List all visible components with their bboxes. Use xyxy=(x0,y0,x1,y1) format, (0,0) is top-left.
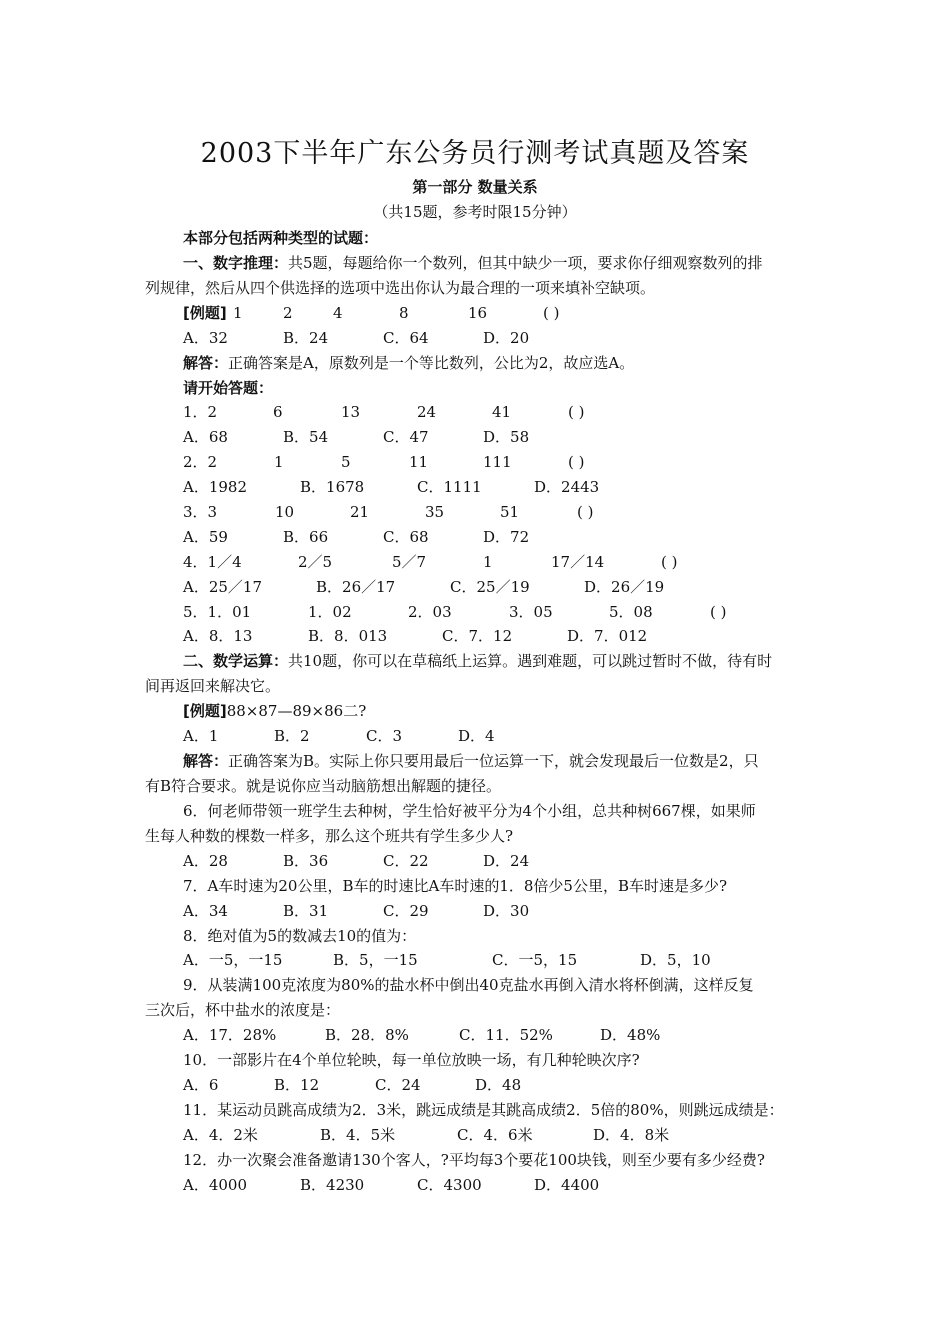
q7-option-b: B．31 xyxy=(283,902,329,920)
option-c: C．3 xyxy=(366,727,403,745)
q10-text: 10．一部影片在4个单位轮映，每一单位放映一场，有几种轮映次序? xyxy=(183,1051,640,1069)
q8-option-d: D．5，10 xyxy=(640,951,711,969)
q4-option-d: D．26／19 xyxy=(584,578,665,596)
start-prompt: 请开始答题： xyxy=(183,379,274,397)
q9-option-d: D．48% xyxy=(600,1026,661,1044)
answer-text: 正确答案为B。实际上你只要用最后一位运算一下，就会发现最后一位数是2，只 xyxy=(228,752,759,770)
q2-option-d: D．2443 xyxy=(534,478,600,496)
document-title: 2003下半年广东公务员行测考试真题及答案 xyxy=(200,138,750,169)
example-label: [例题] xyxy=(183,702,227,720)
section2-paragraph-line2: 间再返回来解决它。 xyxy=(145,677,281,695)
q5-blank: ( ) xyxy=(710,603,727,621)
q8-option-a: A．一5，一15 xyxy=(183,951,283,969)
q4-term: 4．1／4 xyxy=(183,553,242,571)
q11-option-c: C．4．6米 xyxy=(457,1126,533,1144)
q1-option-a: A．68 xyxy=(183,428,228,446)
q2-term: 11 xyxy=(409,453,429,471)
q1-term: 13 xyxy=(341,403,361,421)
sequence-term: 2 xyxy=(283,304,293,322)
q7-text: 7．A车时速为20公里，B车的时速比A车时速的1．8倍少5公里，B车时速是多少? xyxy=(183,877,728,895)
q3-option-d: D．72 xyxy=(483,528,530,546)
section1-paragraph-line2: 列规律，然后从四个供选择的选项中选出你认为最合理的一项来填补空缺项。 xyxy=(145,279,656,297)
q3-term: 3．3 xyxy=(183,503,218,521)
q6-option-b: B．36 xyxy=(283,852,329,870)
example1-answer xyxy=(183,353,634,373)
option-c: C．64 xyxy=(383,329,429,347)
q9-option-a: A．17．28% xyxy=(183,1026,277,1044)
q6-text-line1: 6．何老师带领一班学生去种树，学生恰好被平分为4个小组，总共种树667棵，如果师 xyxy=(183,802,756,820)
q6-option-d: D．24 xyxy=(483,852,530,870)
q9-text-line2: 三次后，杯中盐水的浓度是： xyxy=(145,1001,341,1019)
q2-term: 111 xyxy=(483,453,512,471)
q2-term: 5 xyxy=(341,453,351,471)
q12-option-b: B．4230 xyxy=(300,1176,365,1194)
q2-term: 1 xyxy=(274,453,284,471)
q3-term: 10 xyxy=(275,503,295,521)
example2-answer-line2: 有B符合要求。就是说你应当动脑筋想出解题的捷径。 xyxy=(145,777,502,795)
q3-blank: ( ) xyxy=(577,503,594,521)
q5-option-c: C．7．12 xyxy=(442,627,513,645)
q4-blank: ( ) xyxy=(661,553,678,571)
q5-option-b: B．8．013 xyxy=(308,627,388,645)
q6-text-line2: 生每人种数的棵数一样多，那么这个班共有学生多少人? xyxy=(145,827,514,845)
q12-option-c: C．4300 xyxy=(417,1176,482,1194)
q5-term: 5．08 xyxy=(609,603,653,621)
q8-option-b: B．5，一15 xyxy=(333,951,418,969)
section1-text: 共5题，每题给你一个数列，但其中缺少一项，要求你仔细观察数列的排 xyxy=(288,254,763,272)
answer-label: 解答： xyxy=(183,752,229,770)
q3-option-c: C．68 xyxy=(383,528,429,546)
q11-option-a: A．4．2米 xyxy=(183,1126,258,1144)
option-a: A．1 xyxy=(183,727,219,745)
q12-text: 12．办一次聚会准备邀请130个客人，?平均每3个要花100块钱，则至少要有多少经费? xyxy=(183,1151,765,1169)
answer-label: 解答： xyxy=(183,354,229,372)
q8-text: 8．绝对值为5的数减去10的值为： xyxy=(183,927,417,945)
q3-term: 51 xyxy=(500,503,520,521)
q3-term: 21 xyxy=(350,503,370,521)
example2-expression: 88×87—89×86二? xyxy=(226,702,367,720)
q7-option-c: C．29 xyxy=(383,902,429,920)
q1-option-c: C．47 xyxy=(383,428,429,446)
q1-term: 41 xyxy=(492,403,512,421)
part-heading: 第一部分 数量关系 xyxy=(412,178,538,196)
q9-option-b: B．28．8% xyxy=(325,1026,409,1044)
q6-option-a: A．28 xyxy=(183,852,228,870)
q11-option-b: B．4．5米 xyxy=(320,1126,396,1144)
q4-term: 5／7 xyxy=(392,553,427,571)
q9-text-line1: 9．从装满100克浓度为80%的盐水杯中倒出40克盐水再倒入清水将杯倒满，这样反复 xyxy=(183,976,754,994)
option-b: B．2 xyxy=(274,727,310,745)
q1-option-b: B．54 xyxy=(283,428,329,446)
q4-option-a: A．25／17 xyxy=(183,578,263,596)
section1-label: 一、数字推理： xyxy=(183,254,289,272)
q3-option-a: A．59 xyxy=(183,528,228,546)
sequence-term: 4 xyxy=(333,304,343,322)
q4-option-b: B．26／17 xyxy=(316,578,396,596)
q4-term: 17／14 xyxy=(551,553,605,571)
q11-text: 11．某运动员跳高成绩为2．3米，跳远成绩是其跳高成绩2．5倍的80%，则跳远成绩是： xyxy=(183,1101,784,1119)
q7-option-d: D．30 xyxy=(483,902,530,920)
q2-blank: ( ) xyxy=(568,453,585,471)
q2-term: 2．2 xyxy=(183,453,218,471)
example2-row xyxy=(183,701,366,721)
example1-row xyxy=(183,303,227,323)
q10-option-b: B．12 xyxy=(274,1076,320,1094)
answer-text: 正确答案是A，原数列是一个等比数列，公比为2，故应选A。 xyxy=(228,354,635,372)
q10-option-c: C．24 xyxy=(375,1076,421,1094)
sequence-term: 1 xyxy=(233,304,243,322)
q5-term: 5．1．01 xyxy=(183,603,252,621)
sequence-term: 16 xyxy=(468,304,488,322)
q12-option-a: A．4000 xyxy=(183,1176,248,1194)
q11-option-d: D．4．8米 xyxy=(593,1126,670,1144)
q1-blank: ( ) xyxy=(568,403,585,421)
example-label: [例题] xyxy=(183,304,227,322)
q1-term: 1．2 xyxy=(183,403,218,421)
q5-option-a: A．8．13 xyxy=(183,627,253,645)
q6-option-c: C．22 xyxy=(383,852,429,870)
q2-option-c: C．1111 xyxy=(417,478,482,496)
q8-option-c: C．一5，15 xyxy=(492,951,578,969)
q9-option-c: C．11．52% xyxy=(459,1026,553,1044)
option-d: D．20 xyxy=(483,329,530,347)
q7-option-a: A．34 xyxy=(183,902,228,920)
q5-option-d: D．7．012 xyxy=(567,627,648,645)
q2-option-a: A．1982 xyxy=(183,478,248,496)
q5-term: 2．03 xyxy=(408,603,452,621)
q3-option-b: B．66 xyxy=(283,528,329,546)
q10-option-d: D．48 xyxy=(475,1076,522,1094)
q12-option-d: D．4400 xyxy=(534,1176,600,1194)
q1-option-d: D．58 xyxy=(483,428,530,446)
q4-term: 2／5 xyxy=(298,553,333,571)
q1-term: 6 xyxy=(273,403,283,421)
intro-text: 本部分包括两种类型的试题： xyxy=(183,229,379,247)
section2-label: 二、数学运算： xyxy=(183,652,289,670)
sequence-term: 8 xyxy=(399,304,409,322)
option-d: D．4 xyxy=(458,727,495,745)
section1-paragraph-line1 xyxy=(183,253,763,273)
option-a: A．32 xyxy=(183,329,228,347)
answer-blank: ( ) xyxy=(543,304,560,322)
part-note: （共15题，参考时限15分钟） xyxy=(373,203,577,221)
q4-term: 1 xyxy=(483,553,493,571)
q10-option-a: A．6 xyxy=(183,1076,219,1094)
q5-term: 1．02 xyxy=(308,603,352,621)
option-b: B．24 xyxy=(283,329,329,347)
q5-term: 3．05 xyxy=(509,603,553,621)
q2-option-b: B．1678 xyxy=(300,478,365,496)
example2-answer-line1 xyxy=(183,751,759,771)
section2-paragraph-line1 xyxy=(183,651,772,671)
q3-term: 35 xyxy=(425,503,445,521)
section2-text: 共10题，你可以在草稿纸上运算。遇到难题，可以跳过暂时不做，待有时 xyxy=(288,652,773,670)
q4-option-c: C．25／19 xyxy=(450,578,530,596)
q1-term: 24 xyxy=(417,403,437,421)
